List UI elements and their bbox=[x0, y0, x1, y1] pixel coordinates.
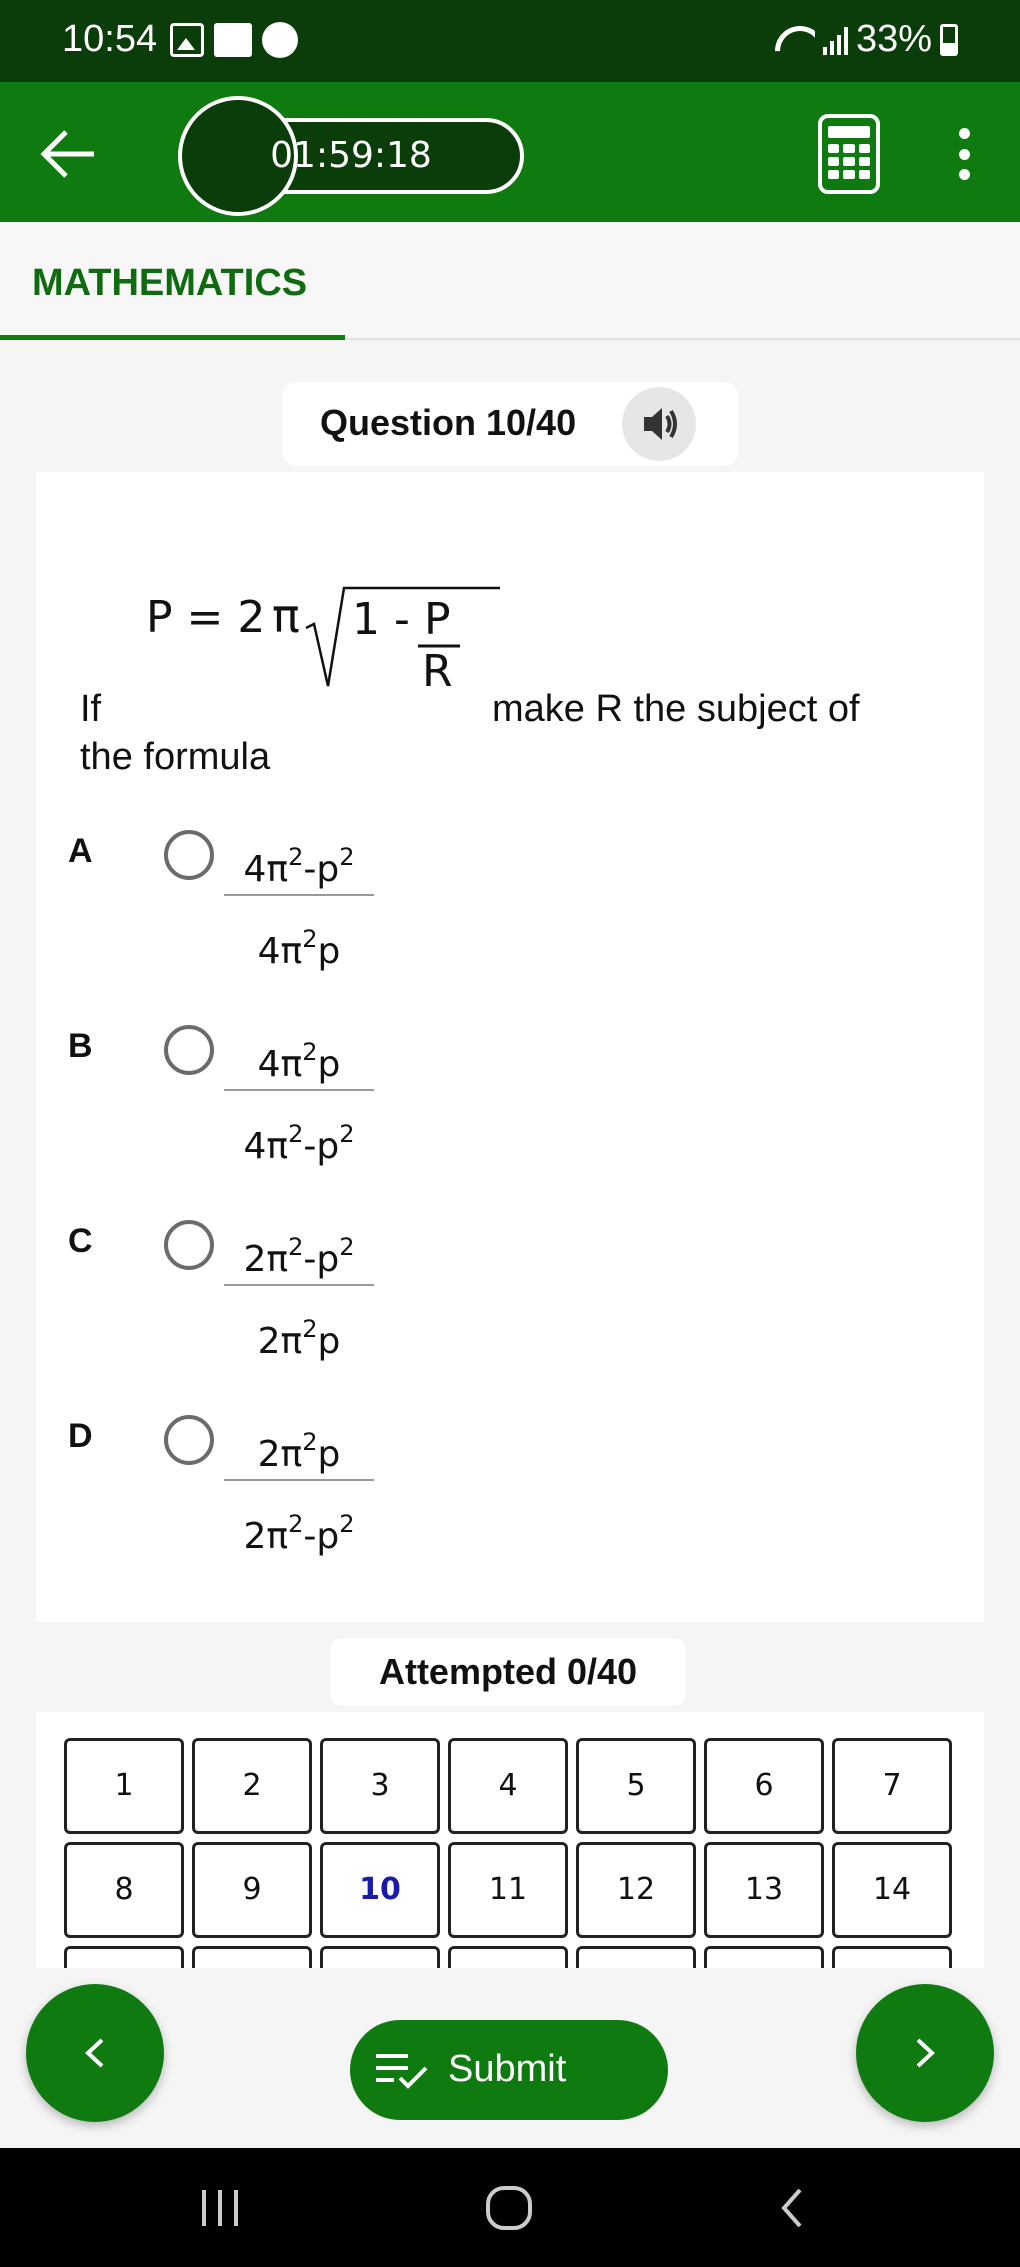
question-text-prefix: If bbox=[80, 688, 102, 730]
question-button[interactable]: 1 bbox=[64, 1738, 184, 1834]
signal-icon bbox=[823, 25, 848, 55]
question-button-partial[interactable] bbox=[64, 1946, 184, 1968]
option-d[interactable] bbox=[66, 1413, 666, 1593]
question-button[interactable]: 11 bbox=[448, 1842, 568, 1938]
formula-pi: π bbox=[272, 589, 300, 643]
submit-label: Submit bbox=[448, 2048, 567, 2090]
option-letter: A bbox=[68, 832, 93, 870]
option-c-fraction: $2\pi^2-p^2$ $2\pi^2p$ bbox=[224, 1218, 374, 1358]
option-b-fraction: $4\pi^2p$ $4\pi^2-p^2$ bbox=[224, 1023, 374, 1163]
option-letter: B bbox=[68, 1027, 93, 1065]
battery-percent: 33% bbox=[855, 18, 932, 60]
option-c-radio[interactable] bbox=[164, 1220, 214, 1270]
status-time: 10:54 bbox=[62, 18, 158, 60]
option-c[interactable] bbox=[66, 1218, 666, 1398]
option-a-radio[interactable] bbox=[164, 830, 214, 880]
calculator-icon bbox=[828, 126, 870, 138]
question-button[interactable]: 6 bbox=[704, 1738, 824, 1834]
wifi-icon bbox=[775, 26, 815, 54]
formula-radicand: 1 - bbox=[352, 594, 410, 645]
speaker-icon bbox=[622, 387, 696, 461]
checklist-icon bbox=[374, 2050, 430, 2090]
app-bar bbox=[0, 82, 1020, 222]
countdown-timer: 01:59:18 bbox=[270, 135, 432, 176]
question-button-partial[interactable] bbox=[832, 1946, 952, 1968]
system-back-button[interactable] bbox=[772, 2180, 812, 2236]
question-button[interactable]: 14 bbox=[832, 1842, 952, 1938]
question-button[interactable]: 8 bbox=[64, 1842, 184, 1938]
submit-button[interactable] bbox=[350, 2020, 668, 2120]
read-aloud-button[interactable] bbox=[622, 387, 696, 461]
recent-apps-button[interactable] bbox=[196, 2180, 244, 2236]
question-number: Question 10/40 bbox=[320, 402, 577, 443]
question-button-partial[interactable] bbox=[192, 1946, 312, 1968]
subject-tab-bar bbox=[0, 222, 1020, 340]
question-button-partial[interactable] bbox=[448, 1946, 568, 1968]
question-text-line2: the formula bbox=[80, 736, 271, 778]
tab-mathematics[interactable]: MATHEMATICS bbox=[0, 222, 345, 340]
formula-image bbox=[146, 568, 516, 718]
call-notification-icon bbox=[262, 22, 298, 58]
attempted-count: Attempted 0/40 bbox=[330, 1638, 686, 1706]
question-header bbox=[282, 382, 738, 466]
status-bar bbox=[0, 0, 1020, 82]
question-text-suffix: make R the subject of bbox=[492, 688, 860, 730]
question-button-partial[interactable] bbox=[704, 1946, 824, 1968]
calculator-button[interactable] bbox=[818, 114, 880, 194]
more-vert-icon bbox=[959, 128, 970, 139]
option-d-radio[interactable] bbox=[164, 1415, 214, 1465]
question-button-current[interactable]: 10 bbox=[320, 1842, 440, 1938]
home-button[interactable] bbox=[480, 2180, 540, 2236]
option-letter: C bbox=[68, 1222, 93, 1260]
question-button-partial[interactable] bbox=[576, 1946, 696, 1968]
image-notification-icon bbox=[170, 23, 204, 57]
chevron-right-icon bbox=[856, 1984, 994, 2122]
option-letter: D bbox=[68, 1417, 93, 1455]
chevron-left-icon bbox=[26, 1984, 164, 2122]
question-card bbox=[36, 472, 984, 1622]
question-button[interactable]: 12 bbox=[576, 1842, 696, 1938]
system-nav-bar bbox=[0, 2148, 1020, 2267]
app-notification-icon bbox=[214, 23, 252, 57]
next-question-button[interactable] bbox=[856, 1984, 994, 2122]
question-grid bbox=[36, 1712, 984, 1968]
question-button-partial[interactable] bbox=[320, 1946, 440, 1968]
question-button[interactable]: 9 bbox=[192, 1842, 312, 1938]
formula-frac-den: R bbox=[422, 646, 453, 697]
previous-question-button[interactable] bbox=[26, 1984, 164, 2122]
back-arrow-icon bbox=[36, 122, 100, 186]
status-right bbox=[775, 18, 958, 61]
question-button[interactable]: 5 bbox=[576, 1738, 696, 1834]
option-b[interactable] bbox=[66, 1023, 666, 1203]
option-b-radio[interactable] bbox=[164, 1025, 214, 1075]
formula-lhs: P = 2 bbox=[146, 592, 266, 643]
notification-icons bbox=[170, 22, 298, 58]
question-button[interactable]: 2 bbox=[192, 1738, 312, 1834]
more-options-button[interactable] bbox=[954, 128, 974, 180]
battery-icon bbox=[940, 24, 958, 56]
back-button[interactable] bbox=[36, 122, 100, 186]
question-button[interactable]: 13 bbox=[704, 1842, 824, 1938]
question-button[interactable]: 4 bbox=[448, 1738, 568, 1834]
question-button[interactable]: 7 bbox=[832, 1738, 952, 1834]
formula-frac-num: P bbox=[424, 594, 451, 645]
option-a[interactable] bbox=[66, 828, 666, 1008]
option-a-fraction: $4\pi^2-p^2$ $4\pi^2p$ bbox=[224, 828, 374, 968]
question-button[interactable]: 3 bbox=[320, 1738, 440, 1834]
option-d-fraction: $2\pi^2p$ $2\pi^2-p^2$ bbox=[224, 1413, 374, 1553]
